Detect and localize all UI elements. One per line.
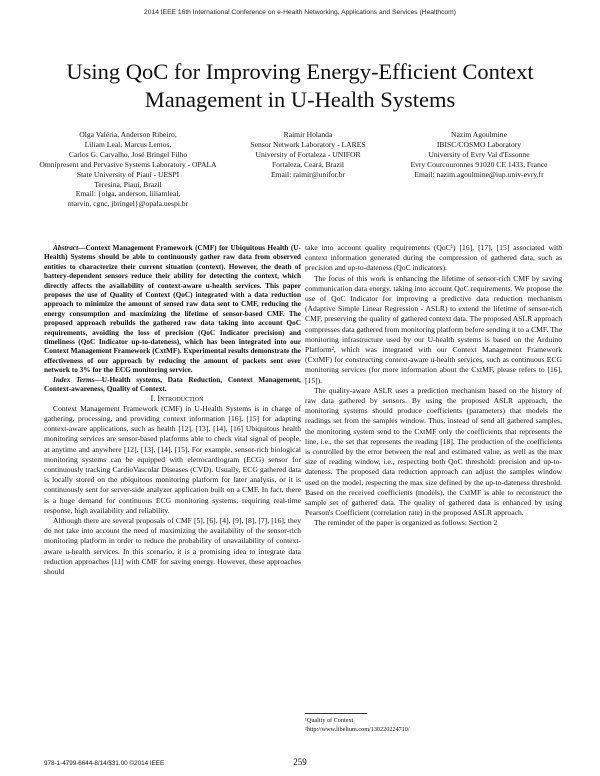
left-column — [44, 243, 301, 577]
footnote-1: ¹Quality of Context — [305, 717, 354, 724]
abstract-label: Abstract — [53, 243, 79, 252]
title-line-2: Management in U-Health Systems — [144, 87, 456, 112]
section-heading: I. Introduction — [150, 393, 204, 403]
page-number: 259 — [293, 757, 307, 767]
abstract-text: —Context Management Framework (CMF) for Ubiquitous Health (U-Health) Systems should be able to continuously gather raw data from observed entities to characterize their current situation (context). However, the death of battery-dependent sensors reduce their ability for detecting the context, which directly affects the availability of context-aware u-health services. This paper proposes the use of Quality of Context (QoC) integrated with a data reduction approach to minimize the amount of sensed raw data sent to CMF, reducing the energy consumption and maximizing the lifetime of sensor-based CMF. The proposed approach rebuilds the gathered raw data taking into account QoC requirements, avoiding the loss of precision (QoC Indicator precision) and timeliness (QoC Indicator up-to-dateness), which has been integrated into our Context Management Framework (CxtMF). Experimental results demonstrate the effectiveness of our approach by reducing the amount of packets sent over network to 3% for the ECG monitoring service. — [44, 243, 301, 375]
title-line-1: Using QoC for Improving Energy-Efficient Context — [66, 59, 534, 84]
author-block-1 — [28, 130, 228, 209]
author-line: Email: nazim.agoulmine@iup.univ-evry.fr — [414, 169, 544, 179]
body-paragraph: The quality-aware ASLR uses a prediction mechanism based on the history of raw data gathered by sensors. By using the proposed ASLR approach, the monitoring systems should produce coefficients (parameters) that models the readings set from the samples window. Thus, instead of send all gathered samples, the monitoring system send to the CxtMF only the coefficients that represents the line, i.e., the set that represents the reading [18]. The production of the coefficients is controlled by the error between the real and estimated value, as well as the max size of reading window, i.e., respecting both QoC threshold: precision and up-to-dateness. The proposed data reduction approach can adjust the samples window used on the model, respecting the max size defined by the up-to-dateness threshold. Based on the received coefficients (models), the CxtMF is able to reconstruct the sample set of gathered data. The quality of gathered data is enhanced by using Pearson's Coefficient (correlation rate) in the proposed ASLR approach. — [305, 385, 562, 518]
right-column — [305, 243, 562, 529]
conference-header: 2014 IEEE 16th International Conference on e-Health Networking, Applications and Services (Healthcom) — [144, 9, 456, 16]
copyright-footer: 978-1-4799-6644-8/14/$31.00 ©2014 IEEE — [44, 760, 165, 767]
author-line: Evry Courcouronnes 91020 CE 1433, France — [410, 159, 548, 169]
body-paragraph: take into account quality requirements (QoC¹) [16], [17], [15] associated with context information generated during the compression of gathered data, such as precision and up-to-dateness (QoC indicators). — [305, 243, 562, 273]
author-block-2 — [238, 130, 378, 180]
author-line: University of Evry Val d'Essonne — [428, 149, 530, 159]
author-line: IBISC/COSMO Laboratory — [436, 139, 522, 149]
index-terms — [44, 375, 301, 394]
body-paragraph: The focus of this work is enhancing the lifetime of sensor-rich CMF by saving communication data energy, taking into account QoC requirements. We propose the use of QoC Indicator for improving a predictive data reduction mechanism (Adaptive Simple Linear Regression - ASLR) to extend the lifetime of sensor-rich CMF, preserving the quality of gathered context data. The proposed ASLR approach compresses data gathered from monitoring platform before sending it to a CMF. The monitoring infrastructure used by our U-health systems is based on the Arduino Platform², which was integrated with our Context Management Framework (CxtMF) for constructing context-aware u-health services, such as continuous ECG monitoring services (for more information about the CxtMF, please refers to [16], [15]). — [305, 273, 562, 385]
author-line: marvin, cgnc, jbringel}@opala.uespi.br — [67, 199, 189, 209]
author-line: Email: {olga, anderson, liliamleal, — [75, 189, 181, 199]
author-line: Olga Valéria, Anderson Ribeiro, — [79, 130, 177, 139]
body-paragraph: Although there are several proposals of CMF [5], [6], [4], [9], [8], [7], [16], they do not take into account the need of maximizing the availability of the sensor-rich monitoring platform in order to reduce the probability of unavailability of context-aware u-health services. In this scenario, it is a promising idea to integrate data reduction approaches [11] with CMF for saving energy. However, these approaches should — [44, 515, 301, 576]
body-paragraph: Context Management Framework (CMF) in U-Health Systems is in charge of gathering, processing, and providing context information [16], [15] for adapting context-aware applications, such as health [12], [13], [14], [16] Ubiquitous health monitoring services are sensor-based platforms able to check vital signal of people, at anytime and anywhere [12], [13], [14], [15]. For example, sensor-rich biological monitoring systems can be equipped with eletrocardiogram (ECG) sensor for continuously tracking CardioVascular Diseases (CVD). Usually, ECG gathered data is locally stored on the ubiquitous monitoring platform for later analysis, or it is continuously sent for server-side analyzer application built on a CMF. In fact, there is a huge demand for continuous ECG monitoring systems, requiring real-time response, high availability and reliability. — [44, 403, 301, 515]
index-terms-text: —U-Health systems, Data Reduction, Context Management, Context-awareness, Quality of Context. — [44, 374, 302, 394]
abstract — [44, 243, 301, 375]
author-line: Liliam Leal, Marcus Lemos, — [84, 139, 172, 149]
author-line: University of Fortaleza - UNIFOR — [255, 149, 361, 159]
author-line: State University of Piauí - UESPI — [76, 169, 180, 179]
author-line: Sensor Network Laboratory - LARES — [250, 139, 366, 149]
footnote-rule — [305, 713, 367, 714]
author-line: Raimir Holanda — [283, 130, 333, 139]
author-line: Fortaleza, Ceará, Brazil — [271, 159, 345, 169]
paper-title — [30, 58, 570, 114]
author-line: Email: raimir@unifor.br — [270, 169, 346, 179]
author-line: Teresina, Piauí, Brazil — [94, 179, 162, 189]
body-paragraph: The reminder of the paper is organized as follows: Section 2 — [314, 518, 498, 528]
author-line: Nazim Agoulmine — [451, 130, 507, 139]
index-terms-label: Index Terms — [53, 374, 95, 384]
footnote-2: ²http://www.libelium.com/130220224710/ — [305, 726, 410, 733]
author-line: Carlos G. Carvalho, José Bringel Filho — [68, 149, 188, 159]
author-line: Omnipresent and Pervasive Systems Laboratory - OPALA — [39, 159, 217, 169]
author-block-3 — [382, 130, 576, 180]
